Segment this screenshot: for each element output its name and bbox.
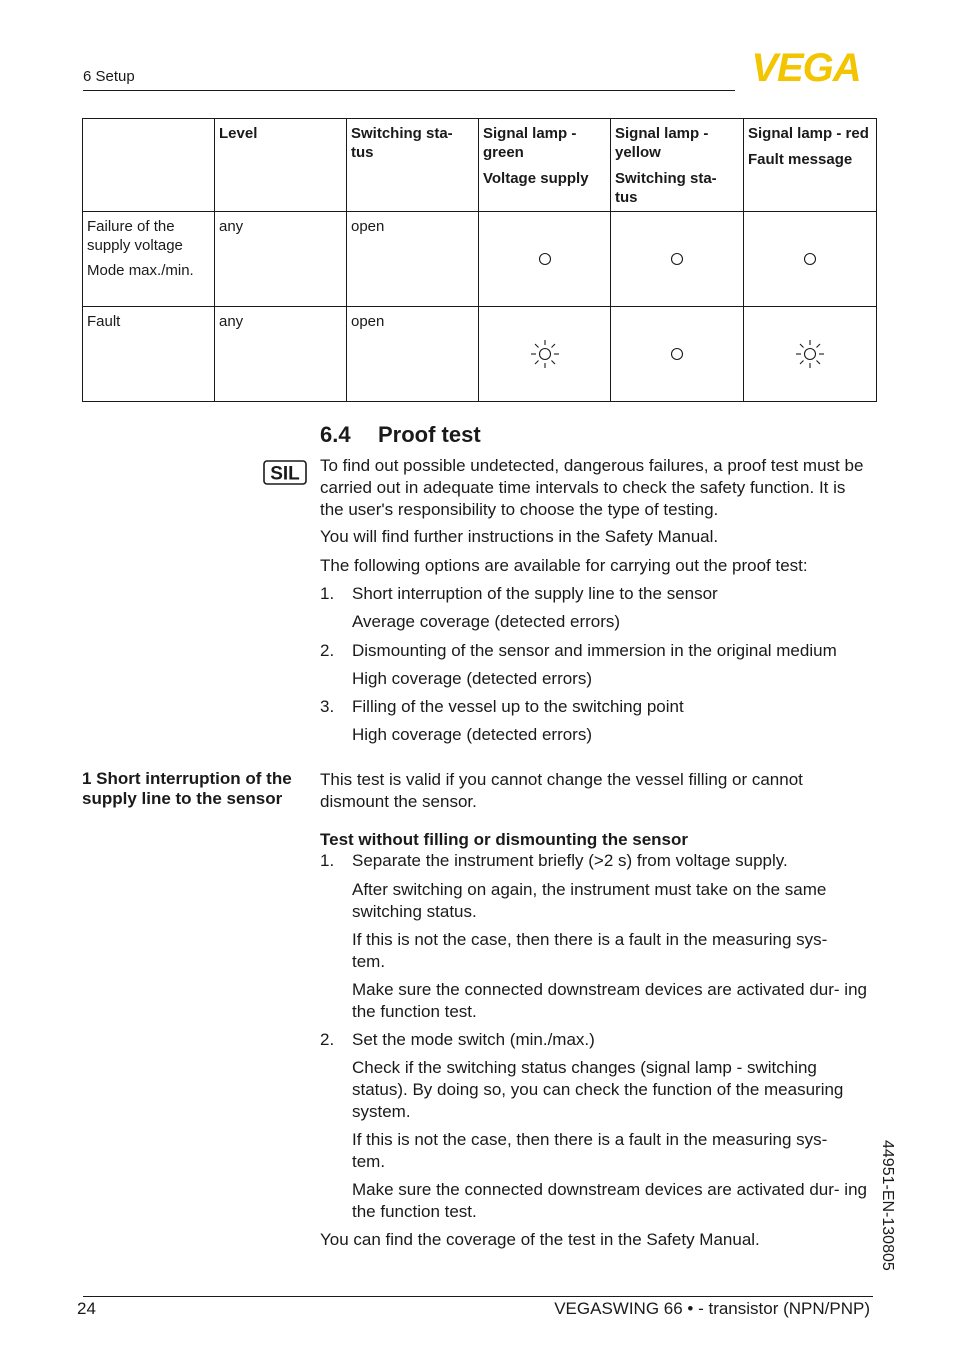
condition-subtext: Mode max./min. <box>87 262 194 279</box>
table-header-lamp-green <box>479 119 611 212</box>
table-header-switching-status: Switching sta- tus <box>347 119 479 212</box>
lamp-lit-icon <box>794 338 826 370</box>
svg-text:SIL: SIL <box>270 463 300 485</box>
list-number: 2. <box>320 641 335 660</box>
cell-lamp-red <box>744 212 877 307</box>
document-number <box>879 1140 916 1300</box>
manual-note: You will find further instructions in the Safety Manual. <box>320 527 719 546</box>
step-paragraph <box>320 1179 872 1223</box>
options-intro: The following options are available for carrying out the proof test: <box>320 556 808 575</box>
header-label: Signal lamp - yellow <box>615 125 709 161</box>
cell-lamp-red <box>744 307 877 402</box>
table-row <box>83 307 877 402</box>
section-title: Proof test <box>378 422 481 447</box>
step-paragraph <box>320 879 872 923</box>
list-item-coverage <box>320 668 872 690</box>
signal-lamp-table <box>82 118 877 402</box>
table-header-lamp-red <box>744 119 877 212</box>
step-item <box>320 1029 872 1051</box>
lamp-off-icon <box>670 347 684 361</box>
step-paragraph-text: If this is not the case, then there is a fault in the measuring sys- tem. <box>352 1130 828 1171</box>
document-number-text: 44951-EN-130805 <box>879 1140 896 1271</box>
cell-condition <box>83 212 215 307</box>
section-number: 6.4 <box>320 422 351 447</box>
step-paragraph <box>320 1057 872 1123</box>
cell-lamp-yellow <box>611 212 744 307</box>
list-text: Filling of the vessel up to the switching point <box>352 697 684 716</box>
step-text: Separate the instrument briefly (>2 s) from voltage supply. <box>352 851 788 870</box>
coverage-text: Average coverage (detected errors) <box>352 612 621 631</box>
step-paragraph-text: Make sure the connected downstream devices are activated dur- ing the function test. <box>352 1180 867 1221</box>
condition-text: Failure of the supply voltage <box>87 218 183 254</box>
table-header-empty <box>83 119 215 212</box>
step-text: Set the mode switch (min./max.) <box>352 1030 595 1049</box>
svg-text:VEGA: VEGA <box>751 50 861 86</box>
cell-switching-status: open <box>347 212 479 307</box>
cell-condition <box>83 307 215 402</box>
sil-badge-icon <box>263 460 307 485</box>
step-paragraph <box>320 929 872 973</box>
step-paragraph-text: If this is not the case, then there is a fault in the measuring sys- tem. <box>352 930 828 971</box>
list-text: Short interruption of the supply line to the sensor <box>352 584 718 603</box>
cell-switching-status: open <box>347 307 479 402</box>
step-paragraph-text: Make sure the connected downstream devices are activated dur- ing the function test. <box>352 980 867 1021</box>
validity-paragraph: This test is valid if you cannot change the vessel filling or cannot dismount the sensor. <box>320 770 803 811</box>
header-sublabel: Voltage supply <box>483 170 589 187</box>
list-number: 1. <box>320 584 335 603</box>
table-header-lamp-yellow <box>611 119 744 212</box>
step-number: 1. <box>320 851 335 870</box>
step-item <box>320 850 872 872</box>
closing-paragraph: You can find the coverage of the test in the Safety Manual. <box>320 1230 760 1249</box>
cell-lamp-yellow <box>611 307 744 402</box>
list-item-coverage <box>320 724 872 746</box>
lamp-off-icon <box>803 252 817 266</box>
cell-level: any <box>215 307 347 402</box>
condition-text: Fault <box>87 313 121 330</box>
header-label: Signal lamp - red <box>748 125 869 142</box>
lamp-off-icon <box>670 252 684 266</box>
header-label: Signal lamp - green <box>483 125 577 161</box>
step-paragraph <box>320 1129 872 1173</box>
vega-logo <box>740 50 872 86</box>
header-sublabel: Fault message <box>748 151 853 168</box>
header-divider <box>83 90 735 91</box>
table-header-row <box>83 119 877 212</box>
cell-lamp-green <box>479 307 611 402</box>
cell-level: any <box>215 212 347 307</box>
step-paragraph-text: Check if the switching status changes (signal lamp - switching status). By doing so, you can check the function of the measuring system. <box>352 1058 844 1121</box>
running-header-section: 6 Setup <box>83 68 135 85</box>
table-header-level: Level <box>215 119 347 212</box>
list-item <box>320 640 872 662</box>
list-number: 3. <box>320 697 335 716</box>
header-sublabel: Switching sta- tus <box>615 170 717 206</box>
test-heading: Test without filling or dismounting the sensor <box>320 830 689 849</box>
list-item <box>320 696 872 718</box>
step-number: 2. <box>320 1030 335 1049</box>
side-heading: 1 Short interruption of the supply line to the sensor <box>82 769 292 808</box>
lamp-off-icon <box>538 252 552 266</box>
table-row <box>83 212 877 307</box>
cell-lamp-green <box>479 212 611 307</box>
footer-product-name: VEGASWING 66 • - transistor (NPN/PNP) <box>554 1299 870 1318</box>
page-number: 24 <box>77 1299 96 1318</box>
coverage-text: High coverage (detected errors) <box>352 725 593 744</box>
list-item-coverage <box>320 611 872 633</box>
step-paragraph-text: After switching on again, the instrument must take on the same switching status. <box>352 880 827 921</box>
step-paragraph <box>320 979 872 1023</box>
footer-divider <box>83 1296 873 1297</box>
lamp-lit-icon <box>529 338 561 370</box>
list-item <box>320 583 872 605</box>
coverage-text: High coverage (detected errors) <box>352 669 593 688</box>
intro-paragraph: To find out possible undetected, dangerous failures, a proof test must be carried out in adequate time intervals to check the safety function. It is the user's responsibility to choose the type of testing. <box>320 456 864 519</box>
list-text: Dismounting of the sensor and immersion in the original medium <box>352 641 837 660</box>
section-heading <box>320 422 481 448</box>
